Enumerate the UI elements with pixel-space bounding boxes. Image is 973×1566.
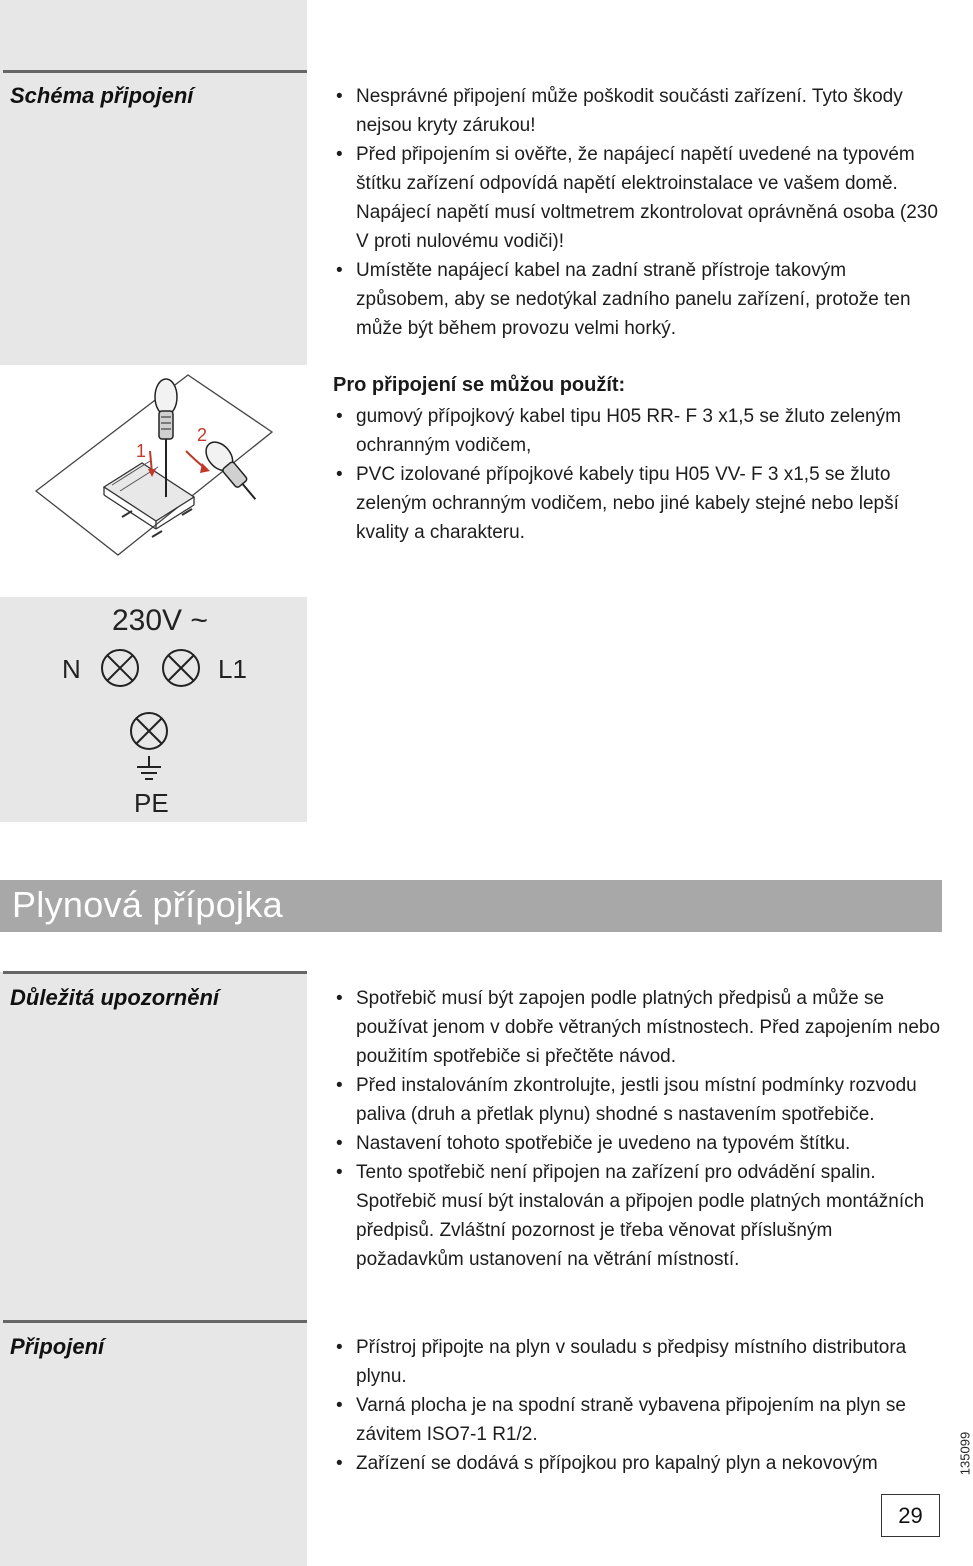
figure-label-1: 1 (136, 441, 147, 461)
sidebar-panel-top (0, 0, 307, 365)
list-item: • Přístroj připojte na plyn v souladu s předpisy místního distributora plynu. (333, 1333, 943, 1391)
wiring-bullets (333, 82, 943, 343)
terminal-neutral-icon (99, 647, 141, 689)
section-title-warnings: Důležitá upozornění (10, 985, 219, 1010)
page-number: 29 (881, 1494, 940, 1537)
list-item: • Varná plocha je na spodní straně vybavena připojením na plyn se závitem ISO7-1 R1/2. (333, 1391, 943, 1449)
terminal-earth-icon (128, 710, 170, 752)
list-item: • Zařízení se dodává s přípojkou pro kapalný plyn a nekovovým (333, 1449, 943, 1478)
list-item: • Nastavení tohoto spotřebiče je uvedeno na typovém štítku. (333, 1129, 943, 1158)
list-item: • Nesprávné připojení může poškodit součásti zařízení. Tyto škody nejsou kryty zárukou! (333, 82, 943, 140)
section-title-wiring: Schéma připojení (10, 83, 194, 108)
list-item: • Před instalováním zkontrolujte, jestli jsou místní podmínky rozvodu paliva (druh a přetlak plynu) shodné s nastavením spotřebiče. (333, 1071, 943, 1129)
installation-figure (0, 365, 307, 597)
voltage-label: 230V ~ (112, 604, 208, 637)
section-title-connection: Připojení (10, 1334, 105, 1359)
list-item: • PVC izolované přípojkové kabely tipu H05 VV- F 3 x1,5 se žluto zeleným ochranným vodičem, nebo jiné kabely stejné nebo lepší kvality a charakteru. (333, 460, 943, 547)
section-header-gas (0, 880, 942, 932)
list-item: • Před připojením si ověřte, že napájecí napětí uvedené na typovém štítku zařízení odpovídá napětí elektroinstalace ve vašem domě. Napájecí napětí musí voltmetrem zkontrolovat oprávněná osoba (230 V proti nulovému vodiči)! (333, 140, 943, 256)
list-item: • Spotřebič musí být zapojen podle platných předpisů a může se používat jenom v dobře větraných místnostech. Před zapojením nebo použitím spotřebiče si přečtěte návod. (333, 984, 943, 1071)
ground-symbol-icon (133, 756, 165, 782)
earth-label: PE (134, 788, 169, 818)
live-label: L1 (218, 654, 247, 684)
section-rule (3, 1320, 307, 1323)
section-rule (3, 971, 307, 974)
sidebar-panel-bottom (0, 972, 307, 1566)
warnings-bullets (333, 984, 943, 1274)
list-item: • Umístěte napájecí kabel na zadní straně přístroje takovým způsobem, aby se nedotýkal zadního panelu zařízení, protože ten může být během provozu velmi horký. (333, 256, 943, 343)
section-rule (3, 70, 307, 73)
figure-label-2: 2 (197, 425, 208, 445)
list-item: • Tento spotřebič není připojen na zařízení pro odvádění spalin. Spotřebič musí být instalován a připojen podle platných montážních předpisů. Zvláštní pozornost je třeba věnovat příslušným požadavkům ustanovení na větrání místností. (333, 1158, 943, 1274)
connection-bullets (333, 1333, 943, 1478)
document-id: 135099 (957, 1431, 973, 1476)
terminal-live-icon (160, 647, 202, 689)
cable-subheading: Pro připojení se můžou použít: (333, 374, 626, 396)
list-item: • gumový přípojkový kabel tipu H05 RR- F 3 x1,5 se žluto zeleným ochranným vodičem, (333, 402, 943, 460)
section-header-title: Plynová přípojka (12, 884, 283, 925)
neutral-label: N (62, 654, 81, 684)
cable-bullets (333, 402, 943, 547)
